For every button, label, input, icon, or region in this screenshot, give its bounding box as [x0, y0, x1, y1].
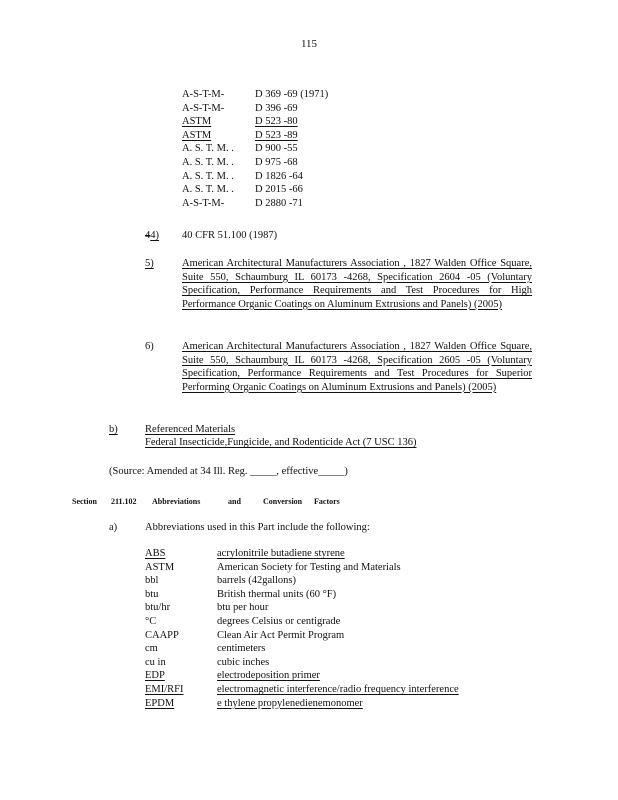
section-b-reference: Federal Insecticide,Fungicide, and Rodenticide Act (7 USC 136) [145, 437, 417, 448]
item-4-number [145, 229, 159, 243]
abbreviation-term: ABS [145, 548, 166, 559]
section-title-word-1: Abbreviations [152, 497, 201, 506]
standard-org: A. S. T. M. . [182, 143, 234, 155]
standard-org: ASTM [182, 129, 212, 141]
abbreviation-definition: e thylene propylenedienemonomer [217, 697, 363, 709]
abbreviation-definition: degrees Celsius or centigrade [217, 615, 341, 627]
page-number: 115 [300, 38, 318, 50]
section-number: 211.102 [111, 497, 137, 506]
item-6-text-content: American Architectural Manufacturers Association , 1827 Walden Office Square, Suite 550, Schaumburg IL 60173 -4268, Specification 2605 -05 (Voluntary Specification, Performance Requirements and Test Procedures for Superior Performing Organic Coatings on Aluminum Extrusions and Panels) (2005) [182, 341, 532, 393]
standard-code: D 2015 -66 [255, 184, 303, 196]
abbreviation-definition: electrodeposition primer [217, 670, 320, 682]
standard-org: A. S. T. M. . [182, 184, 234, 196]
section-a-intro: Abbreviations used in this Part include the following: [145, 522, 370, 533]
standard-code: D 1826 -64 [255, 170, 303, 182]
abbreviation-definition: centimeters [217, 643, 266, 655]
section-a-label: a) [109, 522, 118, 533]
section-title-word-2: and [228, 497, 241, 506]
abbreviation-term: cm [145, 643, 158, 655]
standard-code: D 2880 -71 [255, 197, 303, 209]
standard-org: A. S. T. M. . [182, 156, 234, 168]
standard-code: D 369 -69 (1971) [255, 89, 329, 100]
item-6-number: 6) [145, 341, 154, 352]
standard-org: A. S. T. M. . [182, 170, 234, 182]
abbreviation-term: btu [145, 588, 159, 600]
abbreviation-term: btu/hr [145, 602, 171, 614]
abbreviation-definition: cubic inches [217, 656, 270, 668]
item-4-number-deleted: 4 [145, 230, 151, 241]
item-5-text [182, 257, 532, 311]
item-6-text [182, 340, 532, 394]
standard-org: A-S-T-M- [182, 102, 225, 114]
item-4-number-new: 4) [150, 230, 159, 241]
section-b-label: b) [109, 424, 118, 435]
section-title-word-4: Factors [314, 497, 340, 506]
abbreviation-definition: Clean Air Act Permit Program [217, 629, 345, 641]
section-b-title: Referenced Materials [145, 424, 236, 435]
standard-code: D 396 -69 [255, 102, 298, 114]
section-label: Section [72, 497, 97, 506]
abbreviation-definition: British thermal units (60 °F) [217, 588, 337, 600]
abbreviation-term: EMI/RFI [145, 683, 184, 695]
section-title-word-3: Conversion [263, 497, 303, 506]
abbreviation-definition: barrels (42gallons) [217, 575, 297, 587]
abbreviation-definition: electromagnetic interference/radio frequency interference [217, 683, 459, 695]
standard-org: A-S-T-M- [182, 89, 225, 100]
standard-code: D 523 -80 [255, 116, 298, 128]
standard-org: ASTM [182, 116, 212, 128]
abbreviation-definition: btu per hour [217, 602, 269, 614]
item-5-text-content: American Architectural Manufacturers Association , 1827 Walden Office Square, Suite 550, Schaumburg IL 60173 -4268, Specification 2604 -05 (Voluntary Specification, Performance Requirements and Test Procedures for High Performance Organic Coatings on Aluminum Extrusions and Panels) (2005) [182, 258, 532, 310]
abbreviation-term: cu in [145, 656, 166, 668]
standard-code: D 900 -55 [255, 143, 298, 155]
abbreviation-definition: acrylonitrile butadiene styrene [217, 548, 345, 559]
abbreviation-term: °C [145, 615, 157, 627]
abbreviation-definition: American Society for Testing and Materials [217, 561, 401, 573]
abbreviation-term: EPDM [145, 697, 175, 709]
standard-code: D 523 -89 [255, 129, 298, 141]
standard-org: A-S-T-M- [182, 197, 225, 209]
abbreviation-term: CAAPP [145, 629, 179, 641]
source-note: (Source: Amended at 34 Ill. Reg. _____, effective_____) [109, 466, 348, 477]
standard-code: D 975 -68 [255, 156, 298, 168]
abbreviation-term: ASTM [145, 561, 175, 573]
abbreviation-term: EDP [145, 670, 165, 682]
item-5-number: 5) [145, 258, 154, 269]
abbreviation-term: bbl [145, 575, 159, 587]
item-4-text: 40 CFR 51.100 (1987) [182, 230, 278, 241]
